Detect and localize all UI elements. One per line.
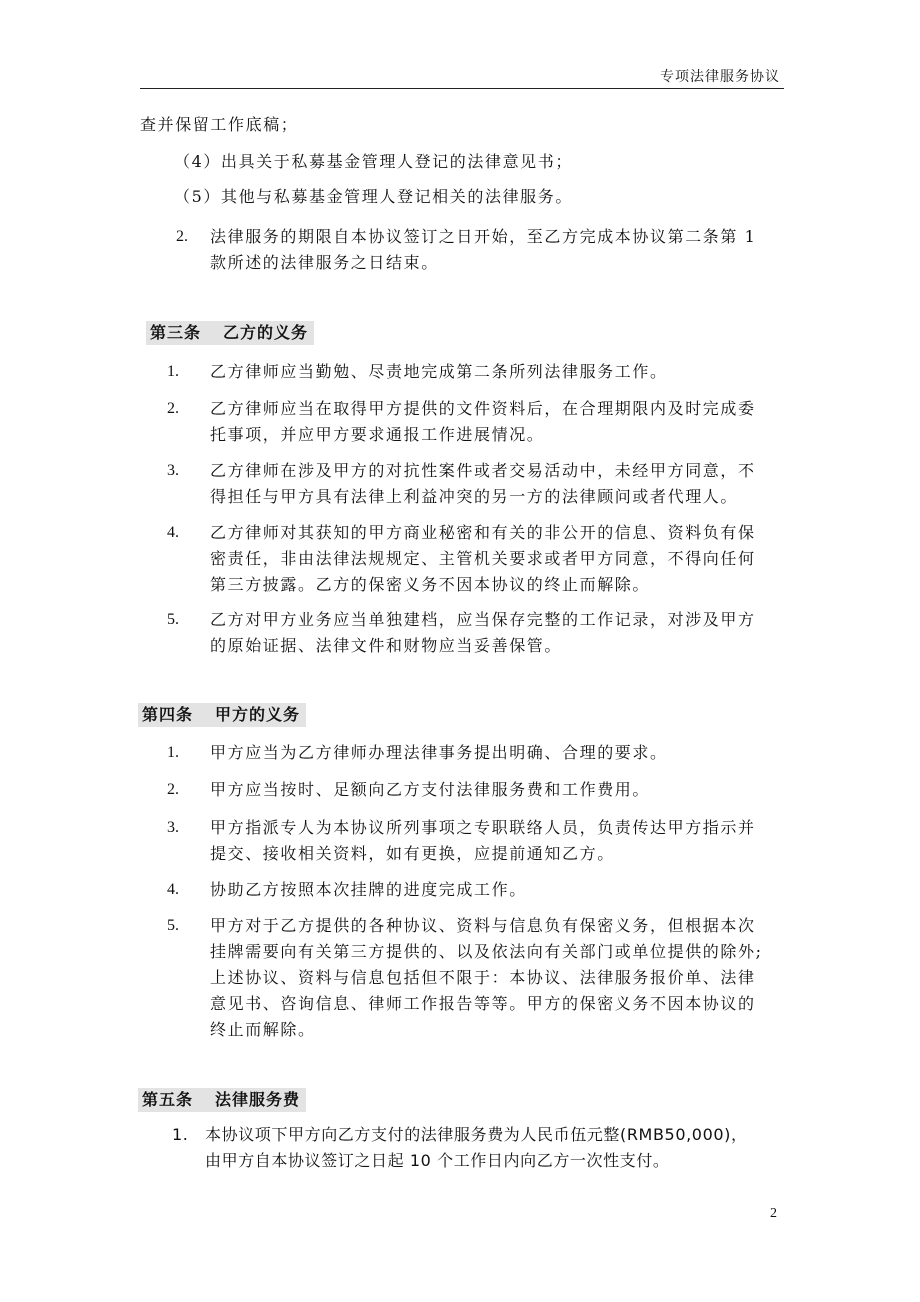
- item-line: 的原始证据、法律文件和财物应当妥善保管。: [210, 636, 563, 655]
- item-number: 2.: [167, 781, 179, 798]
- section-number: 第五条: [142, 1090, 194, 1109]
- item-number: 2.: [176, 228, 188, 245]
- item-line: 本协议项下甲方向乙方支付的法律服务费为人民币伍元整(RMB50,000)，: [205, 1125, 748, 1144]
- item-line: 甲方应当按时、足额向乙方支付法律服务费和工作费用。: [210, 780, 651, 799]
- item-line: 协助乙方按照本次挂牌的进度完成工作。: [210, 880, 527, 899]
- item-line: 甲方应当为乙方律师办理法律事务提出明确、合理的要求。: [210, 743, 668, 762]
- item-number: 2.: [167, 400, 179, 417]
- item-number: 3.: [167, 819, 179, 836]
- item-line: 终止而解除。: [210, 1020, 316, 1039]
- item-line: 第三方披露。乙方的保密义务不因本协议的终止而解除。: [210, 575, 651, 594]
- item-line: 款所述的法律服务之日结束。: [210, 253, 439, 272]
- item-line: 乙方律师在涉及甲方的对抗性案件或者交易活动中，未经甲方同意，不: [210, 461, 756, 480]
- section-name: 乙方的义务: [223, 323, 309, 342]
- item-line: 乙方律师应当在取得甲方提供的文件资料后，在合理期限内及时完成委: [210, 399, 756, 418]
- sub-item-4: （4）出具关于私募基金管理人登记的法律意见书；: [174, 152, 573, 171]
- item-number: 1.: [167, 744, 179, 761]
- item-number: 4.: [167, 524, 179, 541]
- section-name: 甲方的义务: [215, 705, 301, 724]
- item-line: 乙方对甲方业务应当单独建档，应当保存完整的工作记录，对涉及甲方: [210, 610, 756, 629]
- section-number: 第四条: [142, 705, 194, 724]
- item-line: 上述协议、资料与信息包括但不限于：本协议、法律服务报价单、法律: [210, 968, 756, 987]
- item-number: 1.: [172, 1125, 189, 1144]
- section-heading-article-3: [146, 321, 314, 345]
- item-number: 3.: [167, 462, 179, 479]
- sub-item-5: （5）其他与私募基金管理人登记相关的法律服务。: [174, 187, 573, 206]
- item-number: 5.: [167, 917, 179, 934]
- section-heading-article-4: [138, 703, 306, 727]
- item-line: 由甲方自本协议签订之日起 10 个工作日内向乙方一次性支付。: [205, 1151, 670, 1170]
- item-line: 托事项，并应甲方要求通报工作进展情况。: [210, 425, 545, 444]
- item-number: 5.: [167, 611, 179, 628]
- header-divider: [140, 88, 784, 89]
- item-line: 提交、接收相关资料，如有更换，应提前通知乙方。: [210, 844, 615, 863]
- item-line: 挂牌需要向有关第三方提供的、以及依法向有关部门或单位提供的除外;: [210, 942, 763, 961]
- header-title: 专项法律服务协议: [660, 69, 780, 85]
- item-number: 4.: [167, 881, 179, 898]
- item-line: 乙方律师对其获知的甲方商业秘密和有关的非公开的信息、资料负有保: [210, 523, 756, 542]
- section-heading-article-5: [138, 1088, 306, 1112]
- section-name: 法律服务费: [215, 1090, 301, 1109]
- item-line: 密责任，非由法律法规规定、主管机关要求或者甲方同意，不得向任何: [210, 549, 756, 568]
- item-line: 甲方指派专人为本协议所列事项之专职联络人员，负责传达甲方指示并: [210, 818, 756, 837]
- item-line: 乙方律师应当勤勉、尽责地完成第二条所列法律服务工作。: [210, 362, 668, 381]
- section-number: 第三条: [150, 323, 202, 342]
- item-number: 1.: [167, 363, 179, 380]
- item-line: 得担任与甲方具有法律上利益冲突的另一方的法律顾问或者代理人。: [210, 487, 739, 506]
- item-line: 法律服务的期限自本协议签订之日开始，至乙方完成本协议第二条第 1: [210, 227, 757, 246]
- continuation-line: 查并保留工作底稿；: [140, 115, 299, 134]
- page-number: 2: [770, 1206, 777, 1221]
- item-line: 甲方对于乙方提供的各种协议、资料与信息负有保密义务，但根据本次: [210, 916, 756, 935]
- item-line: 意见书、咨询信息、律师工作报告等等。甲方的保密义务不因本协议的: [210, 994, 756, 1013]
